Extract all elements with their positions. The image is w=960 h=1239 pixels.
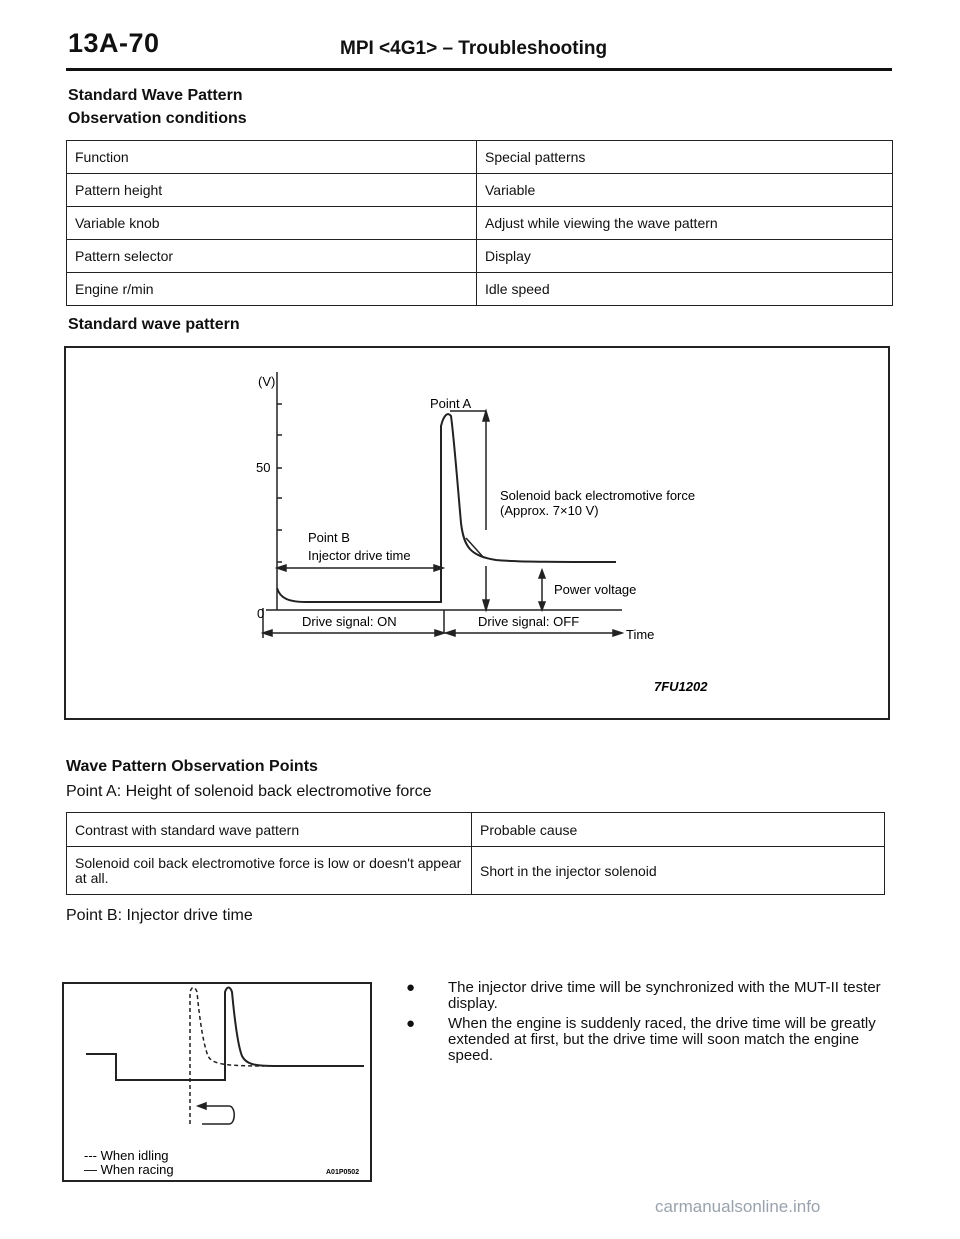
list-item	[404, 980, 894, 1012]
solenoid-label-1: Solenoid back electromotive force	[500, 488, 696, 503]
table-row	[67, 273, 893, 306]
bullet-text: When the engine is suddenly raced, the drive time will be greatly extended at first, but the drive time will soon match the engine speed.	[448, 1015, 876, 1064]
idling-wave-line	[190, 988, 264, 1125]
condition-label: Variable knob	[67, 207, 477, 240]
standard-wave-heading: Standard Wave Pattern	[68, 87, 243, 104]
bullet-list	[404, 980, 894, 1064]
page-number: 13A-70	[68, 28, 160, 58]
table-row	[67, 174, 893, 207]
point-a-label: Point A	[430, 396, 472, 411]
bullet-text: The injector drive time will be synchronized with the MUT-II tester display.	[448, 979, 881, 1012]
point-b-heading: Point B: Injector drive time	[66, 907, 253, 924]
condition-label: Pattern height	[67, 174, 477, 207]
y-tick-0: 0	[257, 606, 265, 621]
point-a-heading: Point A: Height of solenoid back electromotive force	[66, 783, 432, 800]
time-label: Time	[626, 627, 655, 642]
list-item	[404, 1016, 894, 1064]
point-a-table	[66, 812, 885, 895]
drive-time-diagram	[62, 982, 372, 1182]
table-header-cause: Probable cause	[472, 813, 885, 847]
contrast-cell: Solenoid coil back electromotive force is low or doesn't appear at all.	[67, 847, 472, 895]
legend-racing: — When racing	[84, 1162, 174, 1177]
table-row	[67, 207, 893, 240]
bullet-icon: ●	[406, 1015, 416, 1032]
table-row	[67, 240, 893, 273]
table-header-contrast: Contrast with standard wave pattern	[67, 813, 472, 847]
conditions-table	[66, 140, 893, 306]
drive-signal-on-label: Drive signal: ON	[302, 614, 397, 629]
point-b-label: Point B	[308, 530, 350, 545]
header-rule	[66, 68, 892, 71]
figure-code: 7FU1202	[654, 679, 708, 694]
condition-label: Function	[67, 141, 477, 174]
legend-idling: --- When idling	[84, 1148, 169, 1163]
condition-value: Adjust while viewing the wave pattern	[477, 207, 893, 240]
standard-pattern-heading: Standard wave pattern	[68, 316, 240, 333]
drive-time-svg	[64, 984, 370, 1180]
condition-value: Variable	[477, 174, 893, 207]
solenoid-label-2: (Approx. 7×10 V)	[500, 503, 599, 518]
figure-code-2: A01P0502	[326, 1169, 360, 1176]
condition-value: Display	[477, 240, 893, 273]
condition-value: Idle speed	[477, 273, 893, 306]
table-row	[67, 847, 885, 895]
y-unit-label: (V)	[258, 374, 276, 389]
footer-watermark: carmanualsonline.info	[655, 1197, 821, 1216]
condition-value: Special patterns	[477, 141, 893, 174]
bullet-icon: ●	[406, 979, 416, 996]
power-voltage-label: Power voltage	[554, 582, 637, 597]
observation-points-heading: Wave Pattern Observation Points	[66, 758, 318, 775]
y-tick-50: 50	[256, 460, 271, 475]
condition-label: Engine r/min	[67, 273, 477, 306]
table-row	[67, 141, 893, 174]
racing-wave-line	[86, 988, 364, 1081]
table-row	[67, 813, 885, 847]
condition-label: Pattern selector	[67, 240, 477, 273]
wave-diagram-svg	[66, 348, 888, 718]
cause-cell: Short in the injector solenoid	[472, 847, 885, 895]
drive-signal-off-label: Drive signal: OFF	[478, 614, 580, 629]
page-title: MPI <4G1> – Troubleshooting	[340, 38, 608, 59]
standard-wave-diagram	[64, 346, 890, 720]
injector-drive-time-label: Injector drive time	[308, 548, 411, 563]
observation-heading: Observation conditions	[68, 110, 247, 127]
